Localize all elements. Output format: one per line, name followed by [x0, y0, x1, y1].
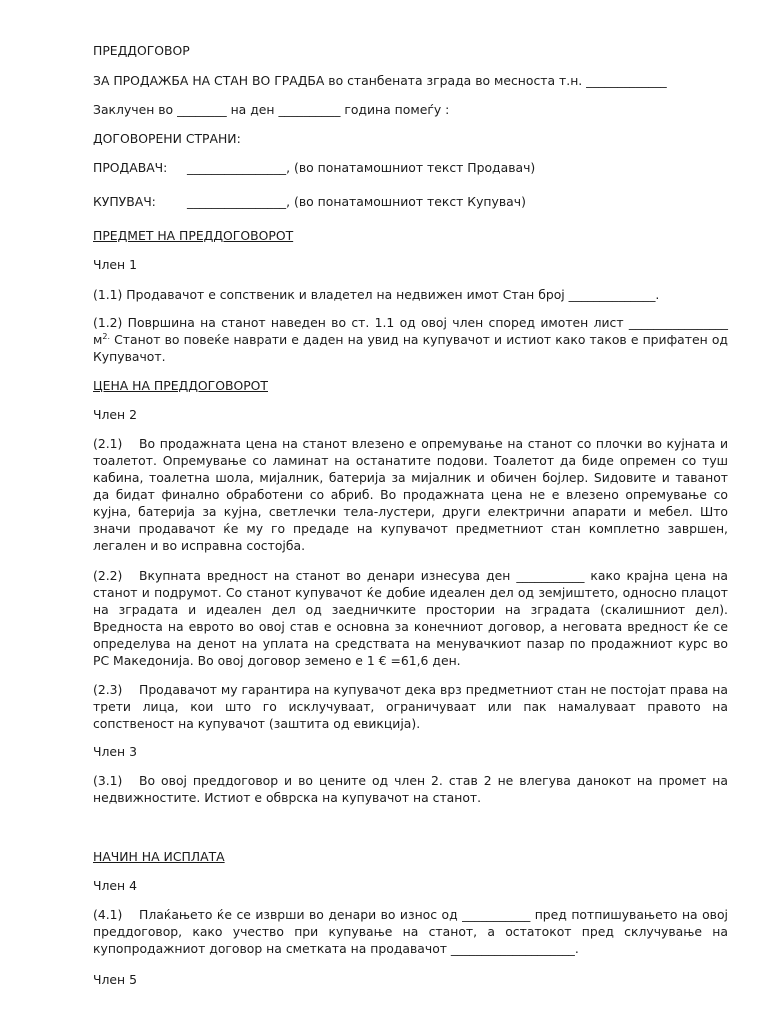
parties-heading: ДОГОВОРЕНИ СТРАНИ:: [93, 131, 241, 146]
article-5-title: Член 5: [93, 972, 137, 987]
paragraph-3-1: [93, 772, 728, 806]
paragraph-2-1: [93, 435, 728, 554]
paragraph-3-1-number: (3.1): [93, 773, 123, 788]
article-2-title: Член 2: [93, 407, 137, 422]
paragraph-4-1: [93, 906, 728, 957]
paragraph-2-2-text: Вкупната вредност на станот во денари изнесува ден ___________ како крајна цена на станот и подрумот. Со станот купувачот ќе добие идеален дел од земјиштето, односно плацот на зградата и идеален дел од заедничките простории на зградата (скалишниот дел). Вредноста на еврото во овој став е основна за конечниот договор, а неговата вредност ќе се определува на денот на уплата на средствата на менувачкиот пазар по продажниот курс во РС Македонија. Во овој договор земено е 1 € =61,6 ден.: [93, 568, 728, 668]
concluded-line: Заклучен во ________ на ден __________ година помеѓу :: [93, 102, 450, 117]
paragraph-4-1-text: Плаќањето ќе се изврши во денари во износ од ___________ пред потпишувањето на овој преддоговор, како учество при купување на станот, а остатокот пред склучување на купопродажниот договор на сметката на продавачот ____________________.: [93, 907, 728, 956]
paragraph-2-2-number: (2.2): [93, 568, 123, 583]
seller-text: ________________, (во понатамошниот текст Продавач): [187, 160, 536, 175]
paragraph-1-2: [93, 314, 728, 365]
square-meter-superscript: 2.: [102, 331, 110, 341]
paragraph-4-1-number: (4.1): [93, 907, 123, 922]
paragraph-1-1: (1.1) Продавачот е сопственик и владетел на недвижен имот Стан број ______________.: [93, 287, 660, 302]
document-subject: ЗА ПРОДАЖБА НА СТАН ВО ГРАДБА во станбената зграда во месноста т.н. _____________: [93, 73, 667, 88]
seller-line: [93, 159, 728, 176]
article-4-title: Член 4: [93, 878, 137, 893]
document-title: ПРЕДДОГОВОР: [93, 43, 190, 58]
seller-label: ПРОДАВАЧ:: [93, 160, 168, 175]
buyer-text: ________________, (во понатамошниот текст Купувач): [187, 194, 526, 209]
paragraph-2-3-text: Продавачот му гарантира на купувачот дека врз предметниот стан не постојат права на трети лица, кои што го исклучуваат, ограничуваат или пак намалуваат правото на сопственост на купувачот (заштита од евикција).: [93, 682, 728, 731]
article-1-title: Член 1: [93, 257, 137, 272]
article-3-title: Член 3: [93, 744, 137, 759]
section-heading-payment: НАЧИН НА ИСПЛАТА: [93, 849, 225, 864]
buyer-label: КУПУВАЧ:: [93, 194, 156, 209]
paragraph-2-1-text: Во продажната цена на станот влезено е опремување на станот со плочки во кујната и тоалетот. Опремување со ламинат на останатите подови. Тоалетот да биде опремен со туш кабина, тоалетна шола, мијалник, батерија за мијалник и обичен бојлер. Ѕидовите и таванот да бидат финално обработени со абриб. Во продажната цена не е влезено опремување со кујна, батерија за кујна, светлечки тела-лустери, други електрични апарати и мебел. Што значи продавачот ќе му го предаде на купувачот предметниот стан комплетно завршен, легален и во исправна состојба.: [93, 436, 728, 553]
paragraph-1-2-text-b: Станот во повеќе наврати е даден на увид на купувачот и истиот како таков е прифатен од Купувачот.: [93, 332, 728, 364]
section-heading-subject: ПРЕДМЕТ НА ПРЕДДОГОВОРОТ: [93, 228, 294, 243]
paragraph-2-3-number: (2.3): [93, 682, 123, 697]
paragraph-1-2-text-a: (1.2) Површина на станот наведен во ст. 1.1 од овој член според имотен лист ________________ м: [93, 315, 728, 347]
paragraph-2-2: [93, 567, 728, 669]
buyer-line: [93, 193, 728, 210]
paragraph-2-1-number: (2.1): [93, 436, 123, 451]
paragraph-2-3: [93, 681, 728, 732]
section-heading-price: ЦЕНА НА ПРЕДДОГОВОРОТ: [93, 378, 268, 393]
paragraph-3-1-text: Во овој преддоговор и во цените од член 2. став 2 не влегува данокот на промет на недвижностите. Истиот е обврска на купувачот на станот.: [93, 773, 728, 805]
